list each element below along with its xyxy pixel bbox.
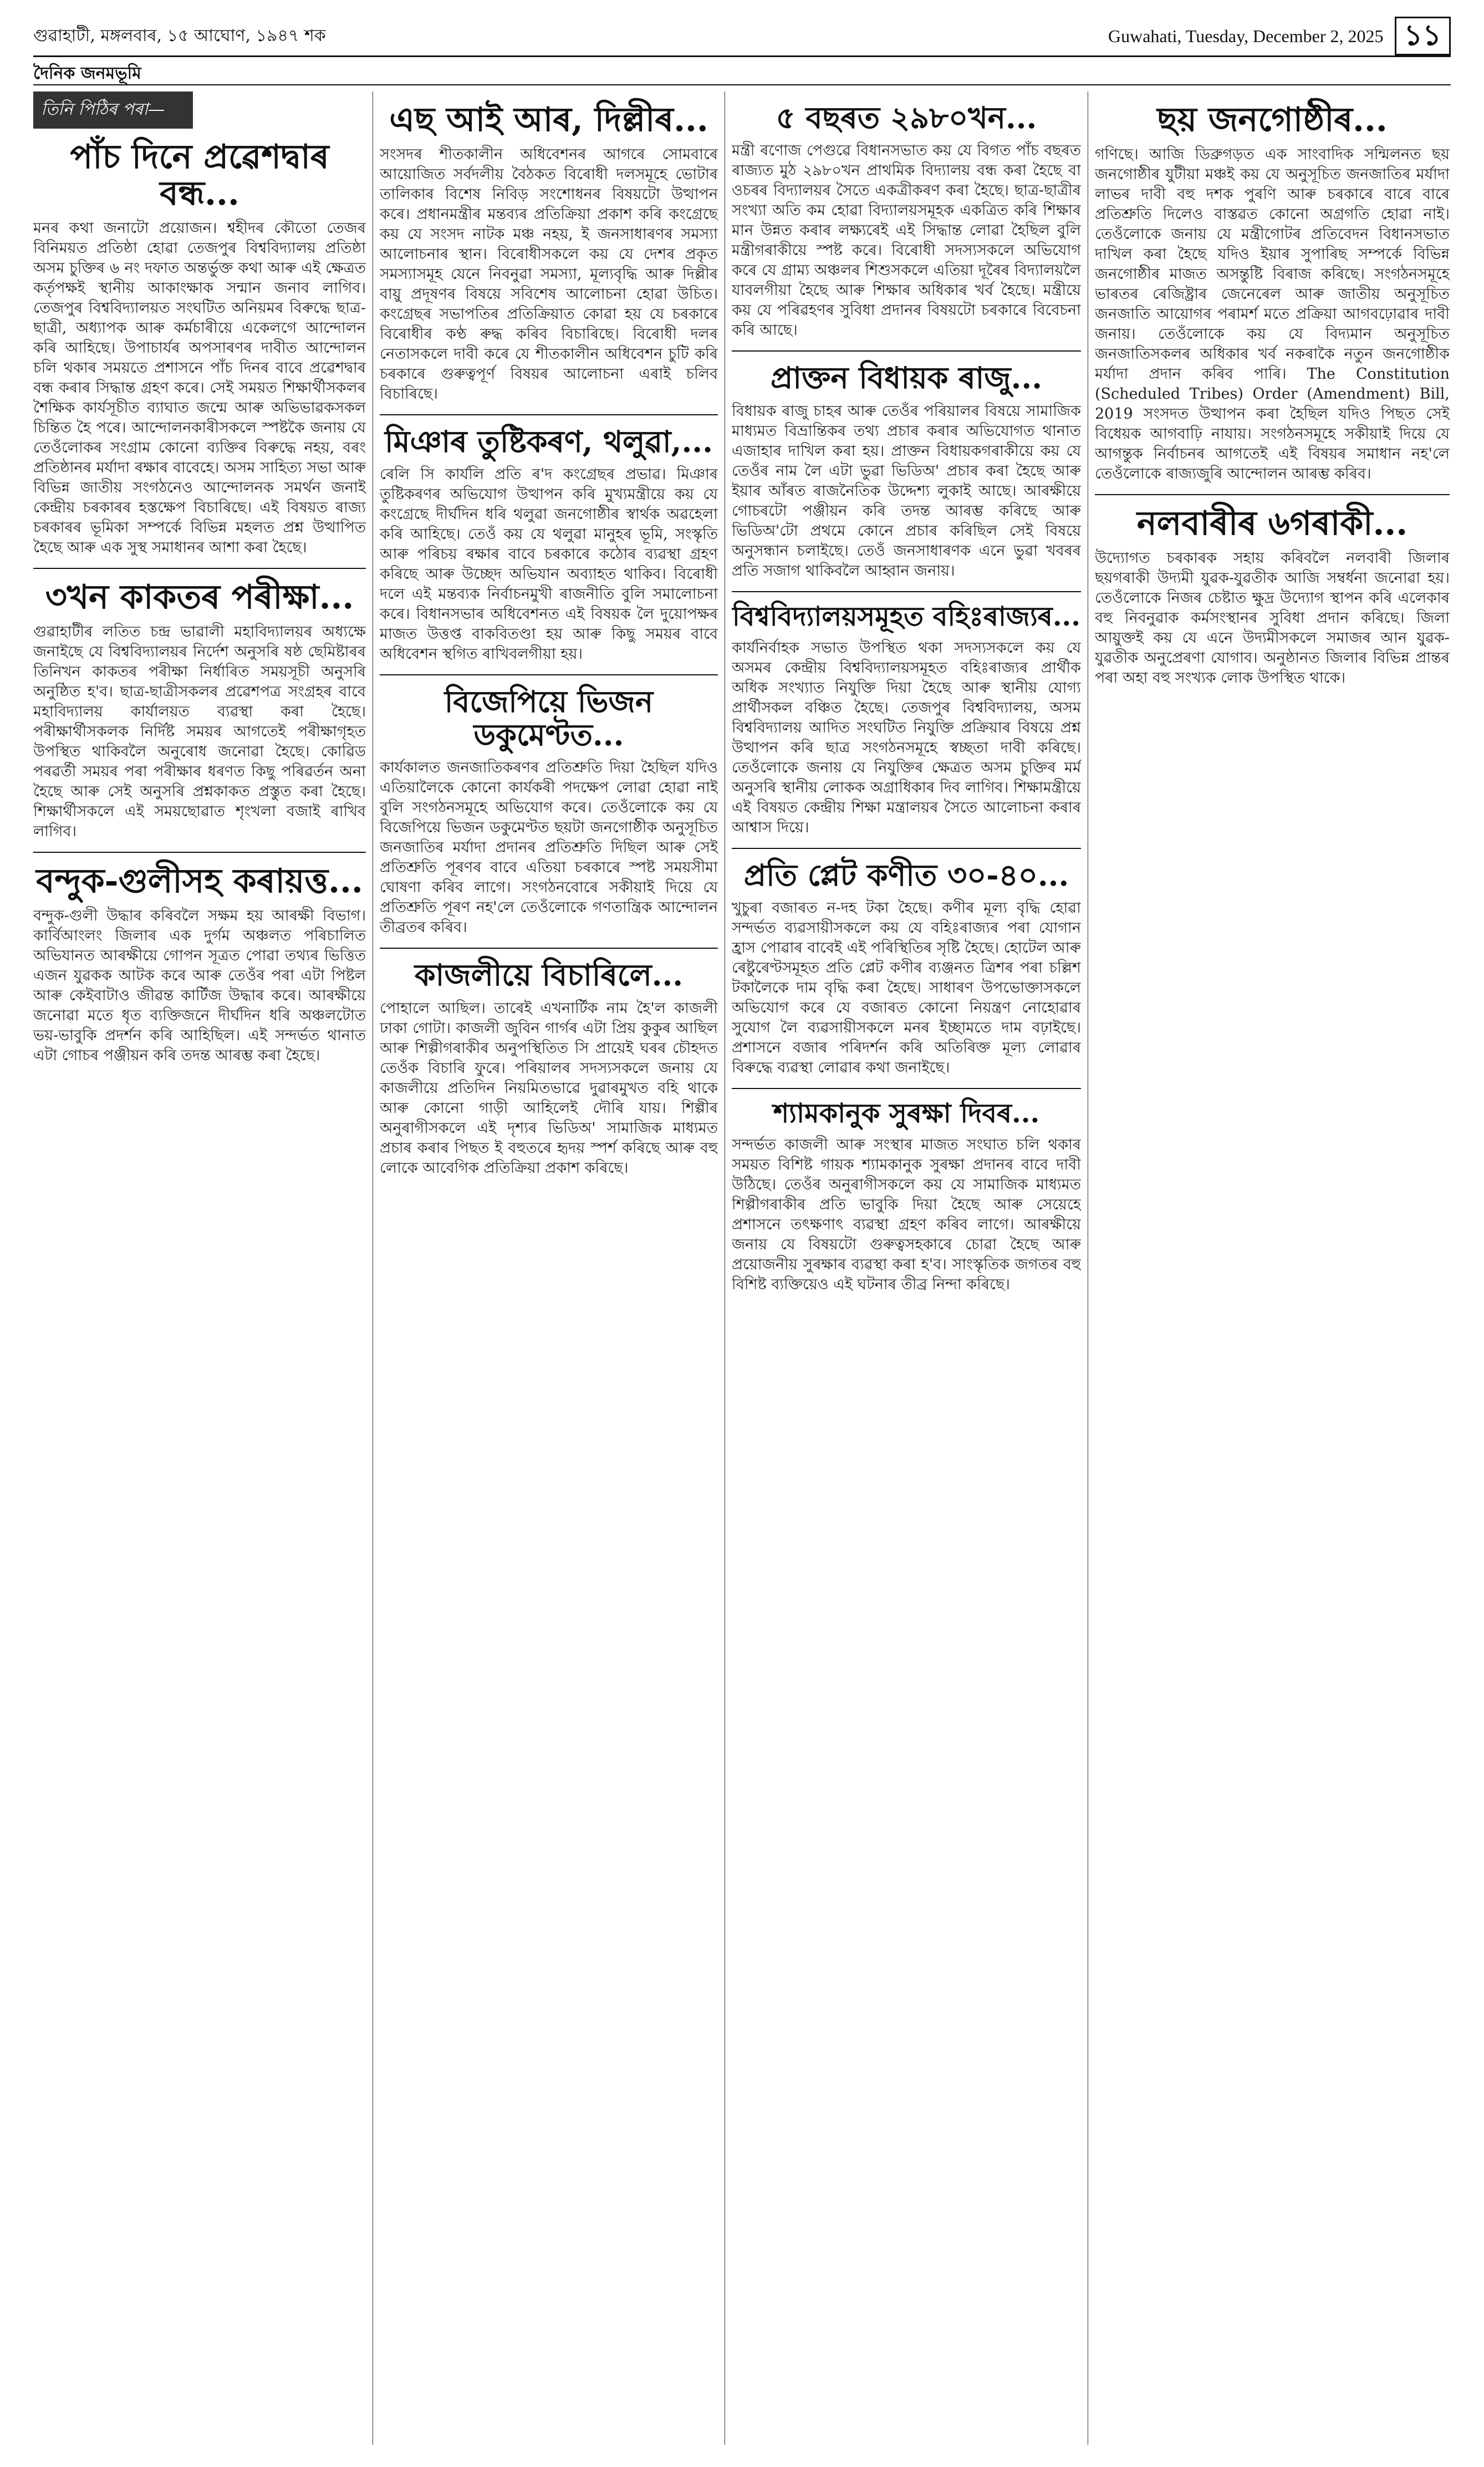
divider <box>732 1088 1081 1089</box>
column-2 <box>380 91 718 2445</box>
header-rule-lower <box>33 84 1451 85</box>
article-schools: মন্ত্ৰী ৰণোজ পেগুৱে বিধানসভাত কয় যে বিগত পাঁচ বছৰত ৰাজ্যত মুঠ ২৯৮০খন প্ৰাথমিক বিদ্যালয় বন্ধ কৰা হৈছে বা ওচৰৰ বিদ্যালয়ৰ সৈতে একত্ৰীকৰণ কৰা হৈছে। ছাত্ৰ-ছাত্ৰীৰ সংখ্যা অতি কম হোৱা বিদ্যালয়সমূহক একত্ৰিত কৰি শিক্ষাৰ মান উন্নত কৰাৰ লক্ষ্যৰেই এই সিদ্ধান্ত লোৱা হৈছিল বুলি মন্ত্ৰীগৰাকীয়ে স্পষ্ট কৰে। বিৰোধী সদস্যসকলে অভিযোগ কৰে যে গ্ৰাম্য অঞ্চলৰ শিশুসকলে এতিয়া দূৰৈৰ বিদ্যালয়লৈ যাবলগীয়া হৈছে আৰু শিক্ষাৰ অধিকাৰ খৰ্ব হৈছে। মন্ত্ৰীয়ে কয় যে পৰিৱহণৰ সুবিধা প্ৰদানৰ বিষয়টো চৰকাৰে বিবেচনা কৰি আছে। <box>732 142 1081 339</box>
divider <box>732 848 1081 849</box>
headline-exam: ৩খন কাকতৰ পৰীক্ষা... <box>45 578 354 617</box>
headline-schools: ৫ বছৰত ২৯৮০খন... <box>776 100 1037 135</box>
masthead: দৈনিক জনমভূমি <box>33 64 141 83</box>
article-entrance-closed: মনৰ কথা জনাটো প্ৰয়োজন। শ্বহীদৰ কৌতো তেজৰ বিনিময়ত প্ৰতিষ্ঠা হোৱা তেজপুৰ বিশ্ববিদ্যালয় প্ৰতিষ্ঠা অসম চুক্তিৰ ৬ নং দফাত অন্তৰ্ভুক্ত কথা আৰু এই ক্ষেত্ৰত কৰ্তৃপক্ষই স্থানীয় আকাংক্ষাক সন্মান জনাব লাগিব। তেজপুৰ বিশ্ববিদ্যালয়ত সংঘটিত অনিয়মৰ বিৰুদ্ধে ছাত্ৰ-ছাত্ৰী, অধ্যাপক আৰু কৰ্মচাৰীয়ে একেলগে আন্দোলন কৰি আহিছে। উপাচাৰ্যৰ অপসাৰণৰ দাবীত আন্দোলন চলি থকাৰ সময়তে প্ৰশাসনে পাঁচ দিনৰ বাবে প্ৰৱেশদ্বাৰ বন্ধ কৰাৰ সিদ্ধান্ত গ্ৰহণ কৰে। সেই সময়ত শিক্ষাৰ্থীসকলৰ শৈক্ষিক কাৰ্যসূচীত ব্যাঘাত জন্মে আৰু অভিভাৱকসকল চিন্তিত হৈ পৰে। আন্দোলনকাৰীসকলে স্পষ্টকৈ জনায় যে তেওঁলোকৰ সংগ্ৰাম কোনো ব্যক্তিৰ বিৰুদ্ধে নহয়, বৰং প্ৰতিষ্ঠানৰ মৰ্যাদা ৰক্ষাৰ বাবেহে। অসম সাহিত্য সভা আৰু বিভিন্ন জাতীয় সংগঠনেও আন্দোলনক সমৰ্থন জনাই কেন্দ্ৰীয় চৰকাৰৰ হস্তক্ষেপ বিচাৰিছে। এই বিষয়ত ৰাজ্য চৰকাৰৰ ভূমিকা সম্পৰ্কে বিভিন্ন মহলত প্ৰশ্ন উত্থাপিত হৈছে আৰু এক সুস্থ সমাধানৰ আশা কৰা হৈছে। <box>33 220 366 556</box>
headline-egg-price: প্ৰতি প্লেট কণীত ৩০-৪০... <box>743 857 1069 893</box>
divider <box>732 350 1081 352</box>
headline-ex-mla: প্ৰাক্তন বিধায়ক ৰাজু... <box>770 360 1043 396</box>
headline-appeasement: মিঞাৰ তুষ্টিকৰণ, থলুৱা,... <box>385 424 713 459</box>
headline-sir-delhi: এছ আই আৰ, দিল্লীৰ... <box>389 100 708 139</box>
divider <box>33 568 366 569</box>
article-ex-mla: বিধায়ক ৰাজু চাহৰ আৰু তেওঁৰ পৰিয়ালৰ বিষয়ে সামাজিক মাধ্যমত বিভ্ৰান্তিকৰ তথ্য প্ৰচাৰ কৰাৰ অভিযোগত থানাত এজাহাৰ দাখিল কৰা হয়। প্ৰাক্তন বিধায়কগৰাকীয়ে কয় যে তেওঁৰ নাম লৈ এটা ভুৱা ভিডিঅ' প্ৰচাৰ কৰা হৈছে আৰু ইয়াৰ আঁৰত ৰাজনৈতিক উদ্দেশ্য লুকাই আছে। আৰক্ষীয়ে গোচৰটো পঞ্জীয়ন কৰি তদন্ত আৰম্ভ কৰিছে আৰু ভিডিঅ'টো প্ৰথমে কোনে প্ৰচাৰ কৰিছিল সেই বিষয়ে অনুসন্ধান চলাইছে। তেওঁ জনসাধাৰণক এনে ভুৱা খবৰৰ প্ৰতি সজাগ থাকিবলৈ আহ্বান জনায়। <box>732 402 1081 579</box>
article-six-communities: গণিছে। আজি ডিব্ৰুগড়ত এক সাংবাদিক সন্মিলনত ছয় জনগোষ্ঠীৰ যুটীয়া মঞ্চই কয় যে অনুসূচিত জনজাতিৰ মৰ্যাদা লাভৰ দাবী বহু দশক পুৰণি আৰু চৰকাৰে বাৰে বাৰে প্ৰতিশ্ৰুতি দিলেও বাস্তৱত কোনো অগ্ৰগতি হোৱা নাই। তেওঁলোকে জনায় যে মন্ত্ৰীগোটৰ প্ৰতিবেদন বিধানসভাত দাখিল কৰা হৈছে যদিও ইয়াৰ সুপাৰিছ সম্পৰ্কে বিভিন্ন জনগোষ্ঠীৰ মাজত অসন্তুষ্টি বিৰাজ কৰিছে। সংগঠনসমূহে ভাৰতৰ ৰেজিষ্ট্ৰাৰ জেনেৰেল আৰু জাতীয় অনুসূচিত জনজাতি আয়োগৰ পৰামৰ্শ মতে প্ৰক্ৰিয়া আগবঢ়োৱাৰ দাবী জনায়। তেওঁলোকে কয় যে বিদ্যমান অনুসূচিত জনজাতিসকলৰ অধিকাৰ খৰ্ব নকৰাকৈ নতুন জনগোষ্ঠীক মৰ্যাদা প্ৰদান কৰিব পাৰি। The Constitution (Scheduled Tribes) Order (Amendment) Bill, 2019 সংসদত উত্থাপন কৰা হৈছিল যদিও পিছত সেই বিধেয়ক আগবাঢ়ি নাযায়। সংগঠনসমূহে সকীয়াই দিয়ে যে আগন্তুক নিৰ্বাচনৰ আগতেই এই বিষয়ৰ সমাধান নহ'লে তেওঁলোকে ৰাজ্যজুৰি আন্দোলন আৰম্ভ কৰিব। <box>1095 146 1450 482</box>
divider <box>380 674 718 675</box>
article-egg-price: খুচুৰা বজাৰত ন-দহ টকা হৈছে। কণীৰ মূল্য বৃদ্ধি হোৱা সন্দৰ্ভত ব্যৱসায়ীসকলে কয় যে বহিঃৰাজ্যৰ পৰা যোগান হ্ৰাস পোৱাৰ বাবেই এই পৰিস্থিতিৰ সৃষ্টি হৈছে। হোটেল আৰু ৰেষ্টুৰেণ্টসমূহত প্ৰতি প্লেট কণীৰ ব্যঞ্জনত ত্ৰিশৰ পৰা চল্লিশ টকালৈকে দাম বৃদ্ধি কৰা হৈছে। সাধাৰণ উপভোক্তাসকলে অভিযোগ কৰে যে বজাৰত কোনো নিয়ন্ত্ৰণ নোহোৱাৰ সুযোগ লৈ ব্যৱসায়ীসকলে মনৰ ইচ্ছামতে দাম বঢ়াইছে। প্ৰশাসনে বজাৰ পৰিদৰ্শন কৰি অতিৰিক্ত মূল্য লোৱাৰ বিৰুদ্ধে ব্যৱস্থা লোৱাৰ কথা জনাইছে। <box>732 899 1081 1076</box>
divider <box>1095 494 1450 495</box>
headline-entrance-closed: পাঁচ দিনে প্ৰৱেশদ্বাৰ বন্ধ... <box>70 138 329 213</box>
divider <box>380 948 718 949</box>
header-date-left: গুৱাহাটী, মঙ্গলবাৰ, ১৫ আঘোণ, ১৯৪৭ শক <box>33 26 326 45</box>
divider <box>380 414 718 415</box>
article-kajoli: পোহালে আছিল। তাৰেই এখনাৰ্টিক নাম হৈ'ল কাজলী ঢাকা গোটা। কাজলী জুবিন গাৰ্গৰ এটা প্ৰিয় কুকুৰ আছিল আৰু শিল্পীগৰাকীৰ অনুপস্থিতিত সি প্ৰায়েই ঘৰৰ চৌহদত তেওঁক বিচাৰি ফুৰে। পৰিয়ালৰ সদস্যসকলে জনায় যে কাজলীয়ে প্ৰতিদিন নিয়মিতভাৱে দুৱাৰমুখত বহি থাকে আৰু কোনো গাড়ী আহিলেই দৌৰি যায়। শিল্পীৰ অনুৰাগীসকলে এই দৃশ্যৰ ভিডিঅ' সামাজিক মাধ্যমত প্ৰচাৰ কৰাৰ পিছত ই বহুতৰে হৃদয় স্পৰ্শ কৰিছে আৰু বহু লোকে আবেগিক প্ৰতিক্ৰিয়া প্ৰকাশ কৰিছে। <box>380 999 718 1177</box>
headline-kajoli: কাজলীয়ে বিচাৰিলে... <box>414 957 684 993</box>
headline-universities: বিশ্ববিদ্যালয়সমূহত বহিঃৰাজ্যৰ... <box>732 601 1080 632</box>
header-date-right: Guwahati, Tuesday, December 2, 2025 <box>1108 26 1384 46</box>
article-security: সন্দৰ্ভত কাজলী আৰু সংস্থাৰ মাজত সংঘাত চলি থকাৰ সময়ত বিশিষ্ট গায়ক শ্যামকানুক সুৰক্ষা প্ৰদানৰ বাবে দাবী উঠিছে। তেওঁৰ অনুৰাগীসকলে কয় যে সামাজিক মাধ্যমত শিল্পীগৰাকীৰ প্ৰতি ভাবুকি দিয়া হৈছে আৰু সেয়েহে প্ৰশাসনে তৎক্ষণাৎ ব্যৱস্থা গ্ৰহণ কৰিব লাগে। আৰক্ষীয়ে জনায় যে বিষয়টো গুৰুত্বসহকাৰে চোৱা হৈছে আৰু প্ৰয়োজনীয় সুৰক্ষাৰ ব্যৱস্থা কৰা হ'ব। সাংস্কৃতিক জগতৰ বহু বিশিষ্ট ব্যক্তিয়েও এই ঘটনাৰ তীব্ৰ নিন্দা কৰিছে। <box>732 1136 1081 1293</box>
headline-six-communities: ছয় জনগোষ্ঠীৰ... <box>1157 100 1388 139</box>
header-rule <box>33 55 1451 57</box>
divider <box>732 591 1081 592</box>
column-3 <box>732 91 1081 2445</box>
headline-guns-seized: বন্দুক-গুলীসহ কৰায়ত্ত... <box>36 862 363 901</box>
article-sir-delhi: সংসদৰ শীতকালীন অধিবেশনৰ আগৰে সোমবাৰে আয়োজিত সৰ্বদলীয় বৈঠকত বিৰোধী দলসমূহে ভোটাৰ তালিকাৰ বিশেষ নিবিড় সংশোধনৰ বিষয়টো উত্থাপন কৰে। প্ৰধানমন্ত্ৰীৰ মন্তব্যৰ প্ৰতিক্ৰিয়া প্ৰকাশ কৰি কংগ্ৰেছে কয় যে সংসদ নাটক মঞ্চ নহয়, ই জনসাধাৰণৰ সমস্যা আলোচনাৰ স্থান। বিৰোধীসকলে কয় যে দেশৰ প্ৰকৃত সমস্যাসমূহ যেনে নিবনুৱা সমস্যা, মূল্যবৃদ্ধি আৰু দিল্লীৰ বায়ু প্ৰদূষণৰ বিষয়ে সবিশেষ আলোচনা হোৱা উচিত। কংগ্ৰেছৰ সভাপতিৰ প্ৰতিক্ৰিয়াত কোৱা হয় যে চৰকাৰে বিৰোধীৰ কণ্ঠ ৰুদ্ধ কৰিব বিচাৰিছে। বিৰোধী দলৰ নেতাসকলে দাবী কৰে যে শীতকালীন অধিবেশন চুটি কৰি চৰকাৰে গুৰুত্বপূৰ্ণ বিষয়ৰ আলোচনা এৰাই চলিব বিচাৰিছে। <box>380 146 718 403</box>
page-number: ১১ <box>1395 17 1451 55</box>
column-1 <box>33 91 366 2445</box>
section-banner: তিনি পিঠিৰ পৰা— <box>33 91 193 129</box>
headline-nalbari: নলবাৰীৰ ৬গৰাকী... <box>1136 504 1408 543</box>
article-nalbari: উদ্যোগত চৰকাৰক সহায় কৰিবলৈ নলবাৰী জিলাৰ ছয়গৰাকী উদ্যমী যুৱক-যুৱতীক আজি সম্বৰ্ধনা জনোৱা হয়। তেওঁলোকে নিজৰ চেষ্টাত ক্ষুদ্ৰ উদ্যোগ স্থাপন কৰি এলেকাৰ বহু নিবনুৱাক কৰ্মসংস্থানৰ সুবিধা প্ৰদান কৰিছে। জিলা আয়ুক্তই কয় যে এনে উদ্যমীসকলে সমাজৰ আন যুৱক-যুৱতীক অনুপ্ৰেৰণা যোগাব। অনুষ্ঠানত জিলাৰ বিভিন্ন প্ৰান্তৰ পৰা অহা বহু সংখ্যক লোক উপস্থিত থাকে। <box>1095 550 1450 686</box>
headline-bjp-vision: বিজেপিয়ে ভিজন ডকুমেণ্টত... <box>444 684 654 752</box>
divider <box>33 852 366 853</box>
article-appeasement: ৰেলি সি কাৰ্যলি প্ৰতি ৰ'দ কংগ্ৰেছৰ প্ৰভাৱ। মিঞাৰ তুষ্টিকৰণৰ অভিযোগ উত্থাপন কৰি মুখ্যমন্ত্ৰীয়ে কয় যে কংগ্ৰেছে দীৰ্ঘদিন ধৰি থলুৱা জনগোষ্ঠীৰ স্বাৰ্থক অৱহেলা কৰি আহিছে। তেওঁ কয় যে থলুৱা মানুহৰ ভূমি, সংস্কৃতি আৰু পৰিচয় ৰক্ষাৰ বাবে চৰকাৰে কঠোৰ ব্যৱস্থা গ্ৰহণ কৰিছে আৰু উচ্ছেদ অভিযান অব্যাহত থাকিব। বিৰোধী দলে এই মন্তব্যক নিৰ্বাচনমুখী ৰাজনীতি বুলি সমালোচনা কৰে। বিধানসভাৰ অধিবেশনত এই বিষয়ক লৈ দুয়োপক্ষৰ মাজত উত্তপ্ত বাকবিতণ্ডা হয় আৰু কিছু সময়ৰ বাবে অধিবেশন স্থগিত ৰাখিবলগীয়া হয়। <box>380 466 718 663</box>
article-guns-seized: বন্দুক-গুলী উদ্ধাৰ কৰিবলৈ সক্ষম হয় আৰক্ষী বিভাগ। কাৰ্বিআংলং জিলাৰ এক দুৰ্গম অঞ্চলত পৰিচালিত অভিযানত আৰক্ষীয়ে গোপন সূত্ৰত পোৱা তথ্যৰ ভিত্তিত এজন যুৱকক আটক কৰে আৰু তেওঁৰ পৰা এটা পিষ্টল আৰু কেইবাটাও জীৱন্ত কাৰ্টিজ উদ্ধাৰ কৰে। আৰক্ষীয়ে জনোৱা মতে ধৃত ব্যক্তিজনে দীৰ্ঘদিন ধৰি অঞ্চলটোত ভয়-ভাবুকি প্ৰদৰ্শন কৰি আহিছিল। এই সন্দৰ্ভত থানাত এটা গোচৰ পঞ্জীয়ন কৰি তদন্ত আৰম্ভ কৰা হৈছে। <box>33 907 366 1064</box>
page-header <box>33 22 1451 50</box>
article-exam: গুৱাহাটীৰ লতিত চন্দ্ৰ ভাৱালী মহাবিদ্যালয়ৰ অধ্যক্ষে জনাইছে যে বিশ্ববিদ্যালয়ৰ নিৰ্দেশ অনুসৰি ষষ্ঠ ছেমিষ্টাৰৰ তিনিখন কাকতৰ পৰীক্ষা নিৰ্ধাৰিত সময়সূচী অনুসৰি অনুষ্ঠিত হ'ব। ছাত্ৰ-ছাত্ৰীসকলৰ প্ৰৱেশপত্ৰ সংগ্ৰহৰ বাবে মহাবিদ্যালয় কাৰ্যালয়ত ব্যৱস্থা কৰা হৈছে। পৰীক্ষাৰ্থীসকলক নিৰ্দিষ্ট সময়ৰ আগতেই পৰীক্ষাগৃহত উপস্থিত থাকিবলৈ অনুৰোধ জনোৱা হৈছে। কোৱিড পৰৱৰ্তী সময়ৰ পৰা পৰীক্ষাৰ ধৰণত কিছু পৰিৱৰ্তন অনা হৈছে আৰু সেই অনুসৰি প্ৰশ্নকাকত প্ৰস্তুত কৰা হৈছে। শিক্ষাৰ্থীসকলে এই সময়ছোৱাত শৃংখলা বজাই ৰাখিব লাগিব। <box>33 623 366 840</box>
column-4 <box>1095 91 1450 2445</box>
article-universities: কাৰ্যনিৰ্বাহক সভাত উপস্থিত থকা সদস্যসকলে কয় যে অসমৰ কেন্দ্ৰীয় বিশ্ববিদ্যালয়সমূহত বহিঃৰাজ্যৰ প্ৰাৰ্থীক অধিক সংখ্যাত নিযুক্তি দিয়া হৈছে আৰু স্থানীয় যোগ্য প্ৰাৰ্থীসকল বঞ্চিত হৈছে। তেজপুৰ বিশ্ববিদ্যালয়, অসম বিশ্ববিদ্যালয় আদিত সংঘটিত নিযুক্তি প্ৰক্ৰিয়াৰ বিষয়ে প্ৰশ্ন উত্থাপন কৰি ছাত্ৰ সংগঠনসমূহে স্বচ্ছতা দাবী কৰিছে। তেওঁলোকে জনায় যে নিযুক্তিৰ ক্ষেত্ৰত অসম চুক্তিৰ মৰ্ম অনুসৰি স্থানীয় লোকক অগ্ৰাধিকাৰ দিব লাগিব। শিক্ষামন্ত্ৰীয়ে এই বিষয়ত কেন্দ্ৰীয় শিক্ষা মন্ত্ৰালয়ৰ সৈতে আলোচনা কৰাৰ আশ্বাস দিয়ে। <box>732 639 1081 836</box>
headline-security: শ্যামকানুক সুৰক্ষা দিবৰ... <box>773 1097 1040 1129</box>
article-bjp-vision: কাৰ্যকালত জনজাতিকৰণৰ প্ৰতিশ্ৰুতি দিয়া হৈছিল যদিও এতিয়ালৈকে কোনো কাৰ্যকৰী পদক্ষেপ লোৱা হোৱা নাই বুলি সংগঠনসমূহে অভিযোগ কৰে। তেওঁলোকে কয় যে বিজেপিয়ে ভিজন ডকুমেণ্টত ছয়টা জনগোষ্ঠীক অনুসূচিত জনজাতিৰ মৰ্যাদা প্ৰদানৰ প্ৰতিশ্ৰুতি দিছিল আৰু সেই প্ৰতিশ্ৰুতি পূৰণৰ বাবে এতিয়া চৰকাৰে স্পষ্ট সময়সীমা ঘোষণা কৰিব লাগে। সংগঠনবোৰে সকীয়াই দিয়ে যে প্ৰতিশ্ৰুতি পূৰণ নহ'লে তেওঁলোকে গণতান্ত্ৰিক আন্দোলন তীব্ৰতৰ কৰিব। <box>380 759 718 937</box>
